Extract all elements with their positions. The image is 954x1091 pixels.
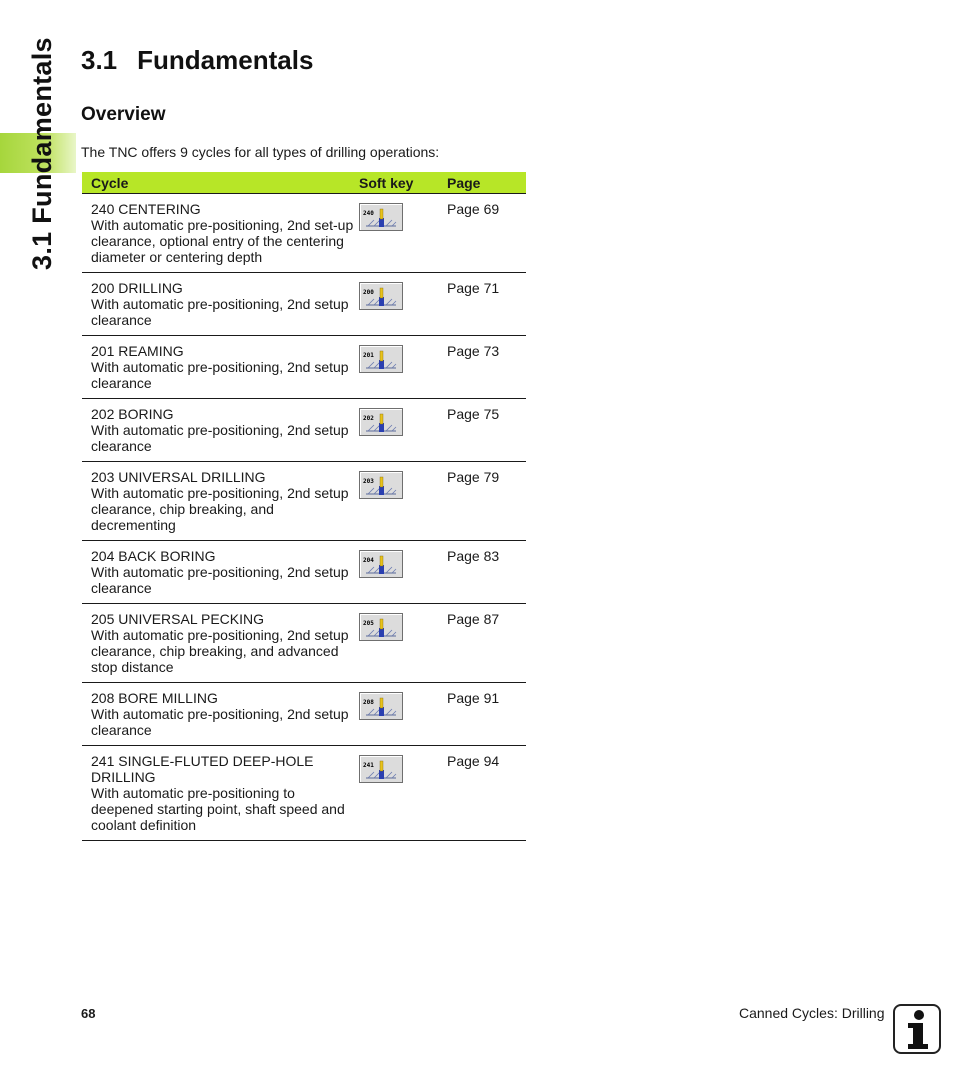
table-row [82,462,526,541]
table-row [82,399,526,462]
page-title [81,45,313,76]
cycle-name: 240 CENTERING [91,201,201,217]
cycle-name: 200 DRILLING [91,280,183,296]
cycle-name: 208 BORE MILLING [91,690,218,706]
cycle-description: With automatic pre-positioning, 2nd setup clearance, chip breaking, and advanced stop distance [91,627,349,675]
page-reference[interactable]: Page 71 [447,273,526,336]
info-icon [893,1004,941,1054]
deep-hole-drilling-softkey-icon[interactable] [359,755,403,783]
cycle-description: With automatic pre-positioning, 2nd setup clearance, chip breaking, and decrementing [91,485,349,533]
cycle-cell [82,194,359,273]
softkey-cell [359,683,447,746]
cycle-name: 205 UNIVERSAL PECKING [91,611,264,627]
page-reference[interactable]: Page 69 [447,194,526,273]
page-reference[interactable]: Page 91 [447,683,526,746]
cycle-cell [82,541,359,604]
cycle-cell [82,604,359,683]
cycle-name: 201 REAMING [91,343,184,359]
back-boring-softkey-icon[interactable] [359,550,403,578]
table-row [82,273,526,336]
cycle-cell [82,462,359,541]
table-row [82,604,526,683]
softkey-cell [359,194,447,273]
cycle-name: 202 BORING [91,406,174,422]
bore-milling-softkey-icon[interactable] [359,692,403,720]
page-reference[interactable]: Page 94 [447,746,526,841]
section-side-label: 3.1 Fundamentals [27,37,57,270]
cycle-description: With automatic pre-positioning to deepened starting point, shaft speed and coolant definition [91,785,345,833]
softkey-number: 240 [363,210,374,217]
softkey-number: 202 [363,415,374,422]
cycle-cell [82,746,359,841]
page-reference[interactable]: Page 79 [447,462,526,541]
softkey-cell [359,336,447,399]
cycle-description: With automatic pre-positioning, 2nd set-up clearance, optional entry of the centering diameter or centering depth [91,217,354,265]
table-row [82,683,526,746]
cycle-cell [82,683,359,746]
section-title: Fundamentals [137,45,314,75]
universal-drilling-softkey-icon[interactable] [359,471,403,499]
cycles-table [82,172,526,841]
chapter-title: Canned Cycles: Drilling [739,1005,885,1021]
drilling-softkey-icon[interactable] [359,282,403,310]
page-reference[interactable]: Page 87 [447,604,526,683]
cycle-description: With automatic pre-positioning, 2nd setup clearance [91,706,349,738]
header-softkey: Soft key [359,172,447,194]
cycle-cell [82,399,359,462]
table-row [82,336,526,399]
table-header-row [82,172,526,194]
softkey-number: 201 [363,352,374,359]
overview-heading: Overview [81,104,166,125]
table-row [82,194,526,273]
reaming-softkey-icon[interactable] [359,345,403,373]
cycle-description: With automatic pre-positioning, 2nd setup clearance [91,564,349,596]
table-row [82,541,526,604]
cycle-description: With automatic pre-positioning, 2nd setup clearance [91,359,349,391]
universal-pecking-softkey-icon[interactable] [359,613,403,641]
softkey-cell [359,746,447,841]
softkey-number: 200 [363,289,374,296]
header-cycle: Cycle [82,172,359,194]
softkey-number: 204 [363,557,374,564]
softkey-cell [359,399,447,462]
section-number: 3.1 [81,45,118,75]
page-reference[interactable]: Page 75 [447,399,526,462]
softkey-cell [359,541,447,604]
page-reference[interactable]: Page 73 [447,336,526,399]
cycle-cell [82,273,359,336]
header-page: Page [447,172,526,194]
softkey-number: 241 [363,762,374,769]
cycle-cell [82,336,359,399]
softkey-number: 208 [363,699,374,706]
cycle-name: 203 UNIVERSAL DRILLING [91,469,266,485]
table-row [82,746,526,841]
cycle-name: 204 BACK BORING [91,548,216,564]
softkey-number: 203 [363,478,374,485]
softkey-cell [359,604,447,683]
softkey-cell [359,462,447,541]
intro-text: The TNC offers 9 cycles for all types of drilling operations: [81,144,440,160]
cycle-description: With automatic pre-positioning, 2nd setup clearance [91,422,349,454]
cycle-description: With automatic pre-positioning, 2nd setup clearance [91,296,349,328]
softkey-cell [359,273,447,336]
softkey-number: 205 [363,620,374,627]
boring-softkey-icon[interactable] [359,408,403,436]
page-number: 68 [81,1006,96,1021]
centering-softkey-icon[interactable] [359,203,403,231]
cycle-name: 241 SINGLE-FLUTED DEEP-HOLE DRILLING [91,753,314,785]
page-reference[interactable]: Page 83 [447,541,526,604]
